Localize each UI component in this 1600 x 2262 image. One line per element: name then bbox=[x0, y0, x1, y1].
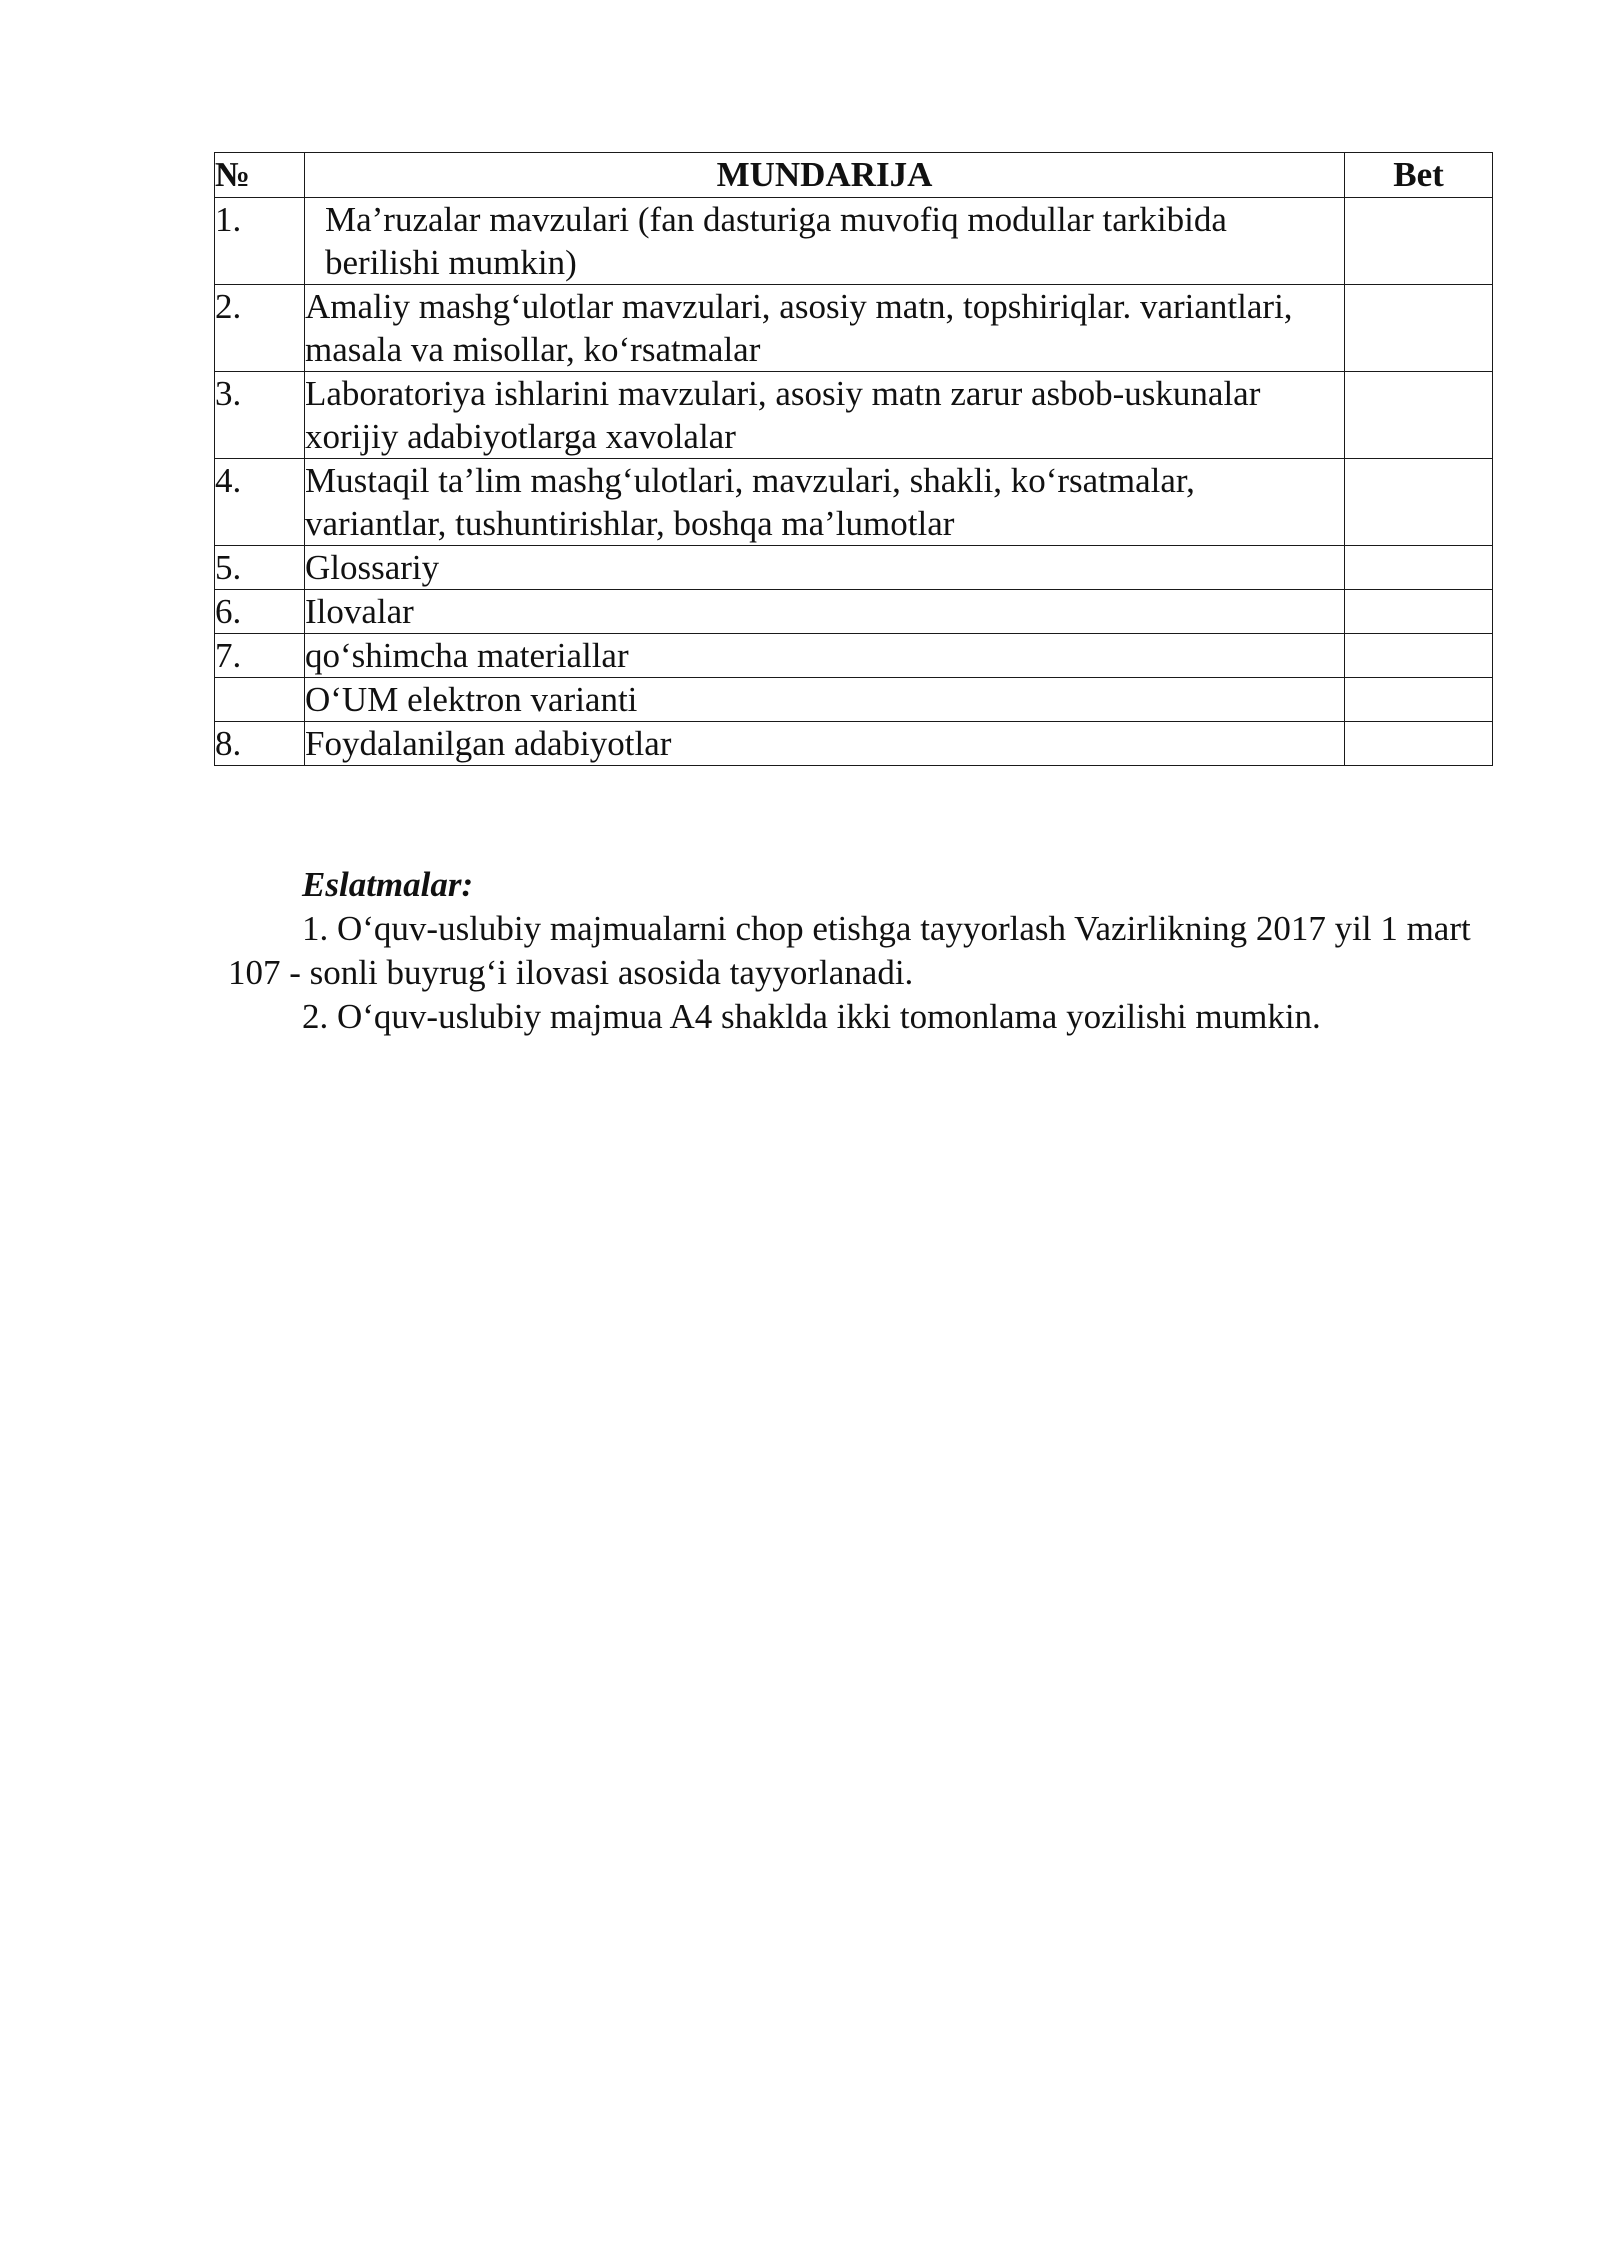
row-title: Ilovalar bbox=[305, 590, 1345, 634]
notes-section bbox=[228, 863, 1498, 1039]
row-page bbox=[1345, 590, 1493, 634]
row-title: Amaliy mashg‘ulotlar mavzulari, asosiy matn, topshiriqlar. variantlari, masala va misollar, ko‘rsatmalar bbox=[305, 285, 1345, 372]
note-item: 1. O‘quv-uslubiy majmualarni chop etishga tayyorlash Vazirlikning 2017 yil 1 mart 107 - sonli buyrug‘i ilovasi asosida tayyorlanadi. bbox=[228, 909, 1471, 992]
row-number: 3. bbox=[215, 372, 305, 459]
row-number: 7. bbox=[215, 634, 305, 678]
row-title: Mustaqil ta’lim mashg‘ulotlari, mavzulari, shakli, ko‘rsatmalar, variantlar, tushuntirishlar, boshqa ma’lumotlar bbox=[305, 459, 1345, 546]
header-page: Bet bbox=[1345, 153, 1493, 198]
row-title: O‘UM elektron varianti bbox=[305, 678, 1345, 722]
row-page bbox=[1345, 285, 1493, 372]
row-number: 5. bbox=[215, 546, 305, 590]
row-number bbox=[215, 678, 305, 722]
row-title: Glossariy bbox=[305, 546, 1345, 590]
row-title: Foydalanilgan adabiyotlar bbox=[305, 722, 1345, 766]
row-title: Laboratoriya ishlarini mavzulari, asosiy matn zarur asbob-uskunalar xorijiy adabiyotlarga xavolalar bbox=[305, 372, 1345, 459]
row-number: 6. bbox=[215, 590, 305, 634]
notes-heading: Eslatmalar: bbox=[302, 865, 474, 904]
row-page bbox=[1345, 634, 1493, 678]
row-title: Ma’ruzalar mavzulari (fan dasturiga muvofiq modullar tarkibida berilishi mumkin) bbox=[305, 198, 1345, 285]
row-page bbox=[1345, 372, 1493, 459]
table-row bbox=[215, 634, 1493, 678]
row-number: 2. bbox=[215, 285, 305, 372]
table-row bbox=[215, 590, 1493, 634]
note-item: 2. O‘quv-uslubiy majmua A4 shakldа ikki tomonlama yozilishi mumkin. bbox=[302, 997, 1321, 1036]
table-row bbox=[215, 285, 1493, 372]
contents-table bbox=[214, 152, 1493, 766]
table-header-row bbox=[215, 153, 1493, 198]
header-contents: MUNDARIJA bbox=[305, 153, 1345, 198]
table-row bbox=[215, 546, 1493, 590]
row-page bbox=[1345, 546, 1493, 590]
header-number: № bbox=[215, 153, 305, 198]
table-row bbox=[215, 372, 1493, 459]
row-number: 4. bbox=[215, 459, 305, 546]
row-page bbox=[1345, 459, 1493, 546]
row-number: 1. bbox=[215, 198, 305, 285]
table-row bbox=[215, 198, 1493, 285]
row-page bbox=[1345, 722, 1493, 766]
row-page bbox=[1345, 198, 1493, 285]
row-number: 8. bbox=[215, 722, 305, 766]
table-row bbox=[215, 459, 1493, 546]
table-row bbox=[215, 678, 1493, 722]
row-title: qo‘shimcha materiallar bbox=[305, 634, 1345, 678]
row-page bbox=[1345, 678, 1493, 722]
table-row bbox=[215, 722, 1493, 766]
